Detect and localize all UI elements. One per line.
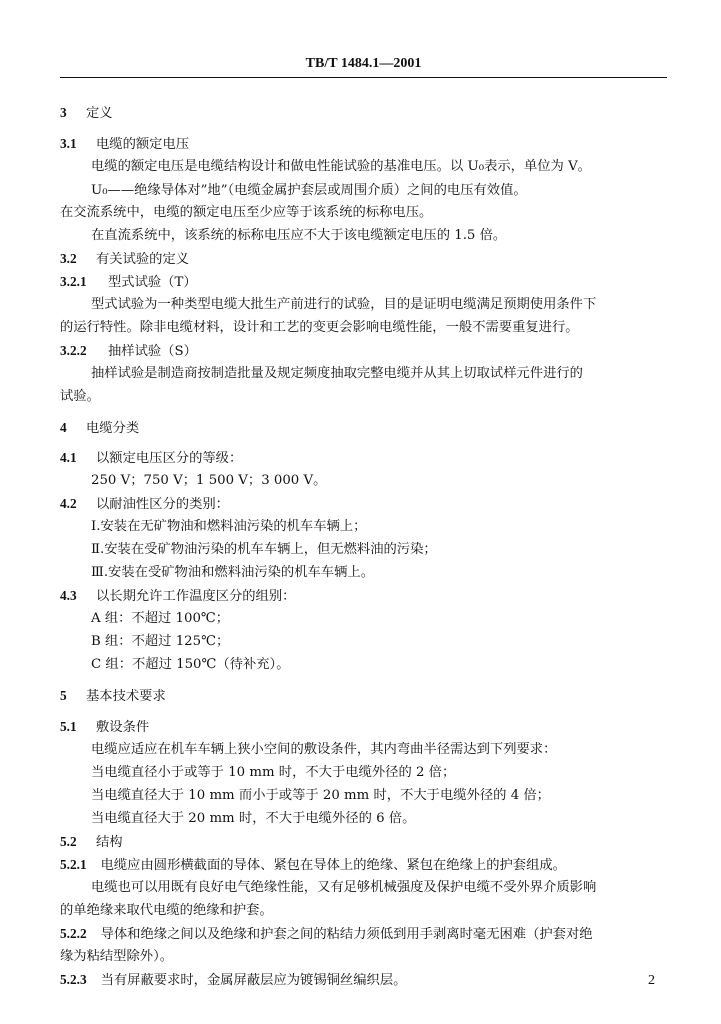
paragraph-line: 电缆也可以用既有良好电气绝缘性能，又有足够机械强度及保护电缆不受外界介质影响: [91, 880, 597, 895]
section-heading: [60, 103, 667, 124]
section-title: 结构: [96, 835, 123, 850]
section-number: 4: [60, 420, 67, 435]
section-title: 有关试验的定义: [96, 252, 190, 267]
subsection-heading: [60, 249, 667, 270]
section-number: 4.3: [60, 588, 77, 603]
section-number: 5.1: [60, 719, 77, 734]
section-title: 以额定电压区分的等级：: [96, 451, 243, 466]
paragraph-line: 250 V；750 V；1 500 V；3 000 V。: [91, 473, 327, 488]
section-number: 5.2.2: [60, 926, 87, 941]
list-item: Ⅲ.安装在受矿物油和燃料油污染的机车车辆上。: [91, 565, 374, 580]
subsection-paragraph: [60, 970, 667, 991]
paragraph-text: 导体和绝缘之间以及绝缘和护套之间的粘结力须低到用手剥离时毫无困难（护套对绝: [100, 927, 593, 942]
paragraph-line: 当电缆直径大于 10 mm 而小于或等于 20 mm 时，不大于电缆外径的 4 倍；: [91, 788, 550, 803]
subsection-heading: [60, 586, 667, 607]
section-number: 5.2.3: [60, 972, 87, 987]
section-number: 3.2: [60, 251, 77, 266]
section-number: 3: [60, 105, 67, 120]
section-number: 5.2.1: [60, 857, 87, 872]
section-title: 电缆分类: [86, 421, 140, 436]
subsection-heading: [60, 717, 667, 738]
section-title: 型式试验（T）: [108, 275, 197, 290]
section-title: 以长期允许工作温度区分的组别：: [96, 589, 296, 604]
paragraph-line: 抽样试验是制造商按制造批量及规定频度抽取完整电缆并从其上切取试样元件进行的: [91, 366, 583, 381]
list-item: A 组：不超过 100℃；: [91, 611, 230, 626]
subsection-heading: [60, 448, 667, 469]
paragraph-line: 在交流系统中，电缆的额定电压至少应等于该系统的标称电压。: [60, 205, 433, 220]
paragraph-line: 缘为粘结型除外）。: [60, 949, 174, 964]
subsection-heading: [60, 134, 667, 155]
paragraph-line: 电缆应适应在机车车辆上狭小空间的敷设条件，其内弯曲半径需达到下列要求：: [91, 742, 557, 757]
list-item: Ⅰ.安装在无矿物油和燃料油污染的机车车辆上；: [91, 519, 367, 534]
section-number: 4.1: [60, 450, 77, 465]
section-title: 以耐油性区分的类别：: [96, 497, 229, 512]
section-title: 电缆的额定电压: [96, 137, 190, 152]
paragraph-line: U₀——绝缘导体对”地”（电缆金属护套层或周围介质）之间的电压有效值。: [91, 183, 527, 198]
paragraph-line: 当电缆直径大于 20 mm 时，不大于电缆外径的 6 倍。: [91, 811, 416, 826]
paragraph-line: 的运行特性。除非电缆材料，设计和工艺的变更会影响电缆性能，一般不需要重复进行。: [60, 320, 579, 335]
section-number: 4.2: [60, 496, 77, 511]
paragraph-line: 在直流系统中，该系统的标称电压应不大于该电缆额定电压的 1.5 倍。: [91, 228, 507, 243]
paragraph-line: 的单绝缘来取代电缆的绝缘和护套。: [60, 903, 273, 918]
paragraph-line: 电缆的额定电压是电缆结构设计和做电性能试验的基准电压。以 U₀表示，单位为 V。: [91, 159, 591, 174]
subsection-heading: [60, 832, 667, 853]
section-number: 5.2: [60, 834, 77, 849]
paragraph-line: 试验。: [60, 389, 100, 404]
list-item: C 组：不超过 150℃（待补充）。: [91, 657, 290, 672]
section-heading: [60, 686, 667, 707]
subsection-heading: [60, 341, 667, 362]
paragraph-text: 当有屏蔽要求时，金属屏蔽层应为镀锡铜丝编织层。: [100, 973, 407, 988]
subsection-paragraph: [60, 924, 667, 945]
section-title: 敷设条件: [96, 720, 150, 735]
paragraph-line: 型式试验为一种类型电缆大批生产前进行的试验，目的是证明电缆满足预期使用条件下: [91, 297, 597, 312]
section-title: 定义: [86, 106, 113, 121]
paragraph-text: 电缆应由圆形横截面的导体、紧包在导体上的绝缘、紧包在绝缘上的护套组成。: [100, 858, 566, 873]
section-heading: [60, 418, 667, 439]
header-rule: [60, 77, 667, 78]
section-number: 3.2.2: [60, 343, 87, 358]
page-number: 2: [648, 973, 655, 988]
document-header: TB/T 1484.1—2001: [305, 56, 422, 71]
section-title: 基本技术要求: [86, 689, 166, 704]
subsection-heading: [60, 272, 667, 293]
list-item: B 组：不超过 125℃；: [91, 634, 230, 649]
paragraph-line: 当电缆直径小于或等于 10 mm 时，不大于电缆外径的 2 倍；: [91, 765, 456, 780]
section-number: 3.1: [60, 136, 77, 151]
subsection-heading: [60, 494, 667, 515]
section-number: 5: [60, 688, 67, 703]
section-number: 3.2.1: [60, 274, 87, 289]
list-item: Ⅱ.安装在受矿物油污染的机车车辆上，但无燃料油的污染；: [91, 542, 437, 557]
section-title: 抽样试验（S）: [108, 344, 197, 359]
subsection-paragraph: [60, 855, 667, 876]
